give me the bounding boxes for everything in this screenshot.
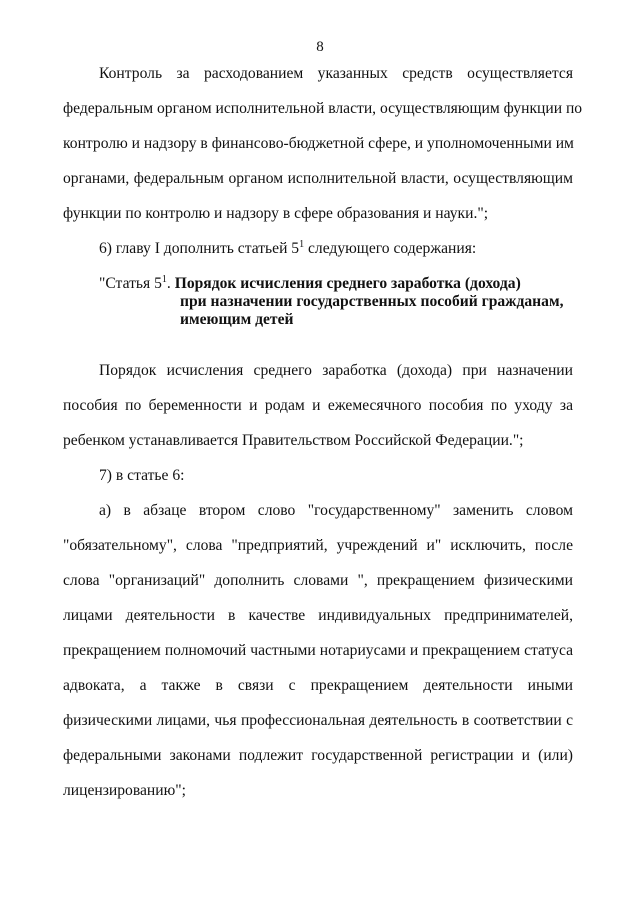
article-title: Порядок исчисления среднего заработка (дохода) (174, 275, 521, 292)
article-label-dot: . (166, 275, 175, 292)
page-number: 8 (316, 39, 324, 55)
text-line: контролю и надзору в финансово-бюджетной сфере, и уполномоченными им (63, 135, 574, 152)
superscript: 1 (299, 239, 305, 250)
text-line: Контроль за расходованием указанных средств осуществляется (99, 65, 573, 82)
article-title-line3: имеющим детей (180, 311, 294, 328)
text-line: федеральным органом исполнительной власти, осуществляющим функции по (63, 100, 583, 117)
article-title-line2: при назначении государственных пособий гражданам, (180, 293, 564, 310)
text-line: ребенком устанавливается Правительством Российской Федерации."; (63, 432, 524, 449)
text-line: адвоката, а также в связи с прекращением деятельности иными (63, 677, 573, 694)
superscript: 1 (161, 274, 167, 285)
text-line: пособия по беременности и родам и ежемесячного пособия по уходу за (63, 397, 573, 414)
text-line: лицензированию"; (63, 782, 186, 799)
text-line: физическими лицами, чья профессиональная деятельность в соответствии с (63, 712, 573, 729)
item-6-text: 6) главу I дополнить статьей 5 (99, 240, 300, 257)
text-line: функции по контролю и надзору в сфере образования и науки."; (63, 205, 489, 222)
item-7: 7) в статье 6: (99, 467, 185, 484)
text-line: а) в абзаце втором слово "государственному" заменить словом (99, 502, 573, 519)
text-line: слова "организаций" дополнить словами ", прекращением физическими (63, 572, 573, 589)
text-line: Порядок исчисления среднего заработка (дохода) при назначении (99, 362, 573, 379)
text-line: "обязательному", слова "предприятий, учреждений и" исключить, после (63, 537, 573, 554)
text-line: прекращением полномочий частными нотариусами и прекращением статуса (63, 642, 573, 659)
text-line: органами, федеральным органом исполнительной власти, осуществляющим (63, 170, 573, 187)
item-6 (99, 239, 573, 259)
text-line: федеральными законами подлежит государственной регистрации и (или) (63, 747, 573, 764)
article-heading-line (99, 274, 521, 294)
item-6-text-end: следующего содержания: (304, 240, 477, 257)
article-label: "Статья 5 (99, 275, 162, 292)
text-line: лицами деятельности в качестве индивидуальных предпринимателей, (63, 607, 573, 624)
